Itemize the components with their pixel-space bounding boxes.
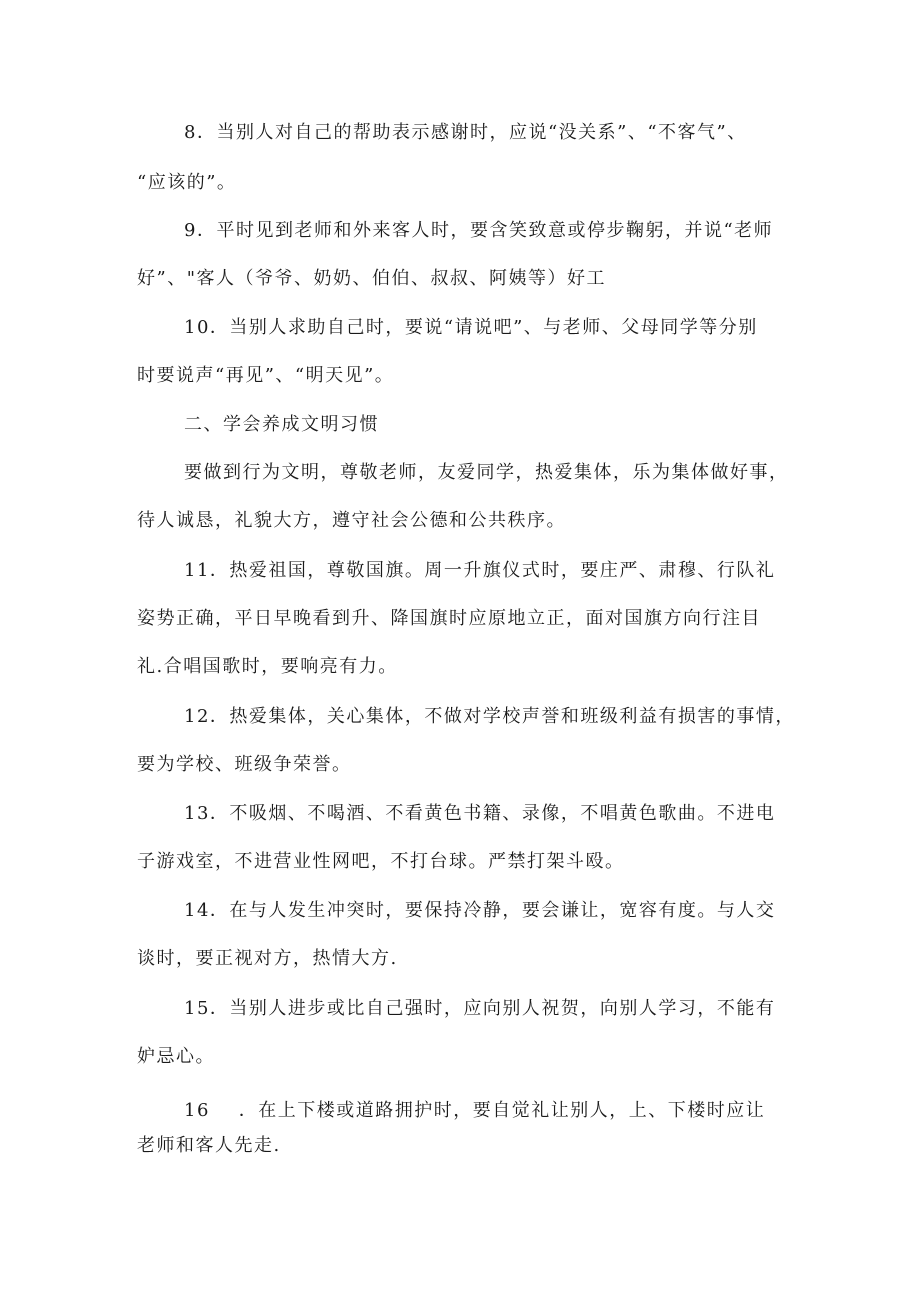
text-line: 10．当别人求助自己时，要说“请说吧”、与老师、父母同学等分别 bbox=[184, 317, 758, 338]
text-line: 待人诚恳，礼貌大方，遵守社会公德和公共秩序。 bbox=[137, 510, 566, 531]
text-line: 8．当别人对自己的帮助表示感谢时，应说“没关系”、“不客气”、 bbox=[184, 122, 747, 143]
text-line: 谈时，要正视对方，热情大方. bbox=[137, 948, 398, 969]
text-line: 礼.合唱国歌时，要响亮有力。 bbox=[137, 656, 398, 677]
text-line: 子游戏室，不进营业性网吧，不打台球。严禁打架斗殴。 bbox=[137, 851, 625, 872]
text-line: 要为学校、班级争荣誉。 bbox=[137, 754, 352, 775]
text-line: 14．在与人发生冲突时，要保持冷静，要会谦让，宽容有度。与人交 bbox=[184, 900, 776, 921]
text-line: 好”、"客人（爷爷、奶奶、伯伯、叔叔、阿姨等）好工 bbox=[137, 268, 606, 289]
text-line: 16 ．在上下楼或道路拥护时，要自觉礼让别人，上、下楼时应让 bbox=[184, 1100, 766, 1121]
text-line: 要做到行为文明，尊敬老师，友爱同学，热爱集体，乐为集体做好事， bbox=[184, 462, 789, 483]
text-line: 13．不吸烟、不喝酒、不看黄色书籍、录像，不唱黄色歌曲。不进电 bbox=[184, 803, 776, 824]
section-heading: 二、学会养成文明习惯 bbox=[184, 414, 379, 435]
text-line: 15．当别人进步或比自己强时，应向别人祝贺，向别人学习，不能有 bbox=[184, 998, 776, 1019]
text-line: 9．平时见到老师和外来客人时，要含笑致意或停步鞠躬，并说“老师 bbox=[184, 220, 774, 241]
text-line: 姿势正确，平日早晚看到升、降国旗时应原地立正，面对国旗方向行注目 bbox=[137, 608, 761, 629]
text-line: “应该的”。 bbox=[137, 172, 237, 193]
text-line: 妒忌心。 bbox=[137, 1046, 215, 1067]
text-line: 11．热爱祖国，尊敬国旗。周一升旗仪式时，要庄严、肃穆、行队礼 bbox=[184, 560, 776, 581]
text-line: 时要说声“再见”、“明天见”。 bbox=[137, 365, 395, 386]
text-line: 老师和客人先走. bbox=[137, 1135, 281, 1156]
text-line: 12．热爱集体，关心集体，不做对学校声誉和班级利益有损害的事情， bbox=[184, 706, 795, 727]
